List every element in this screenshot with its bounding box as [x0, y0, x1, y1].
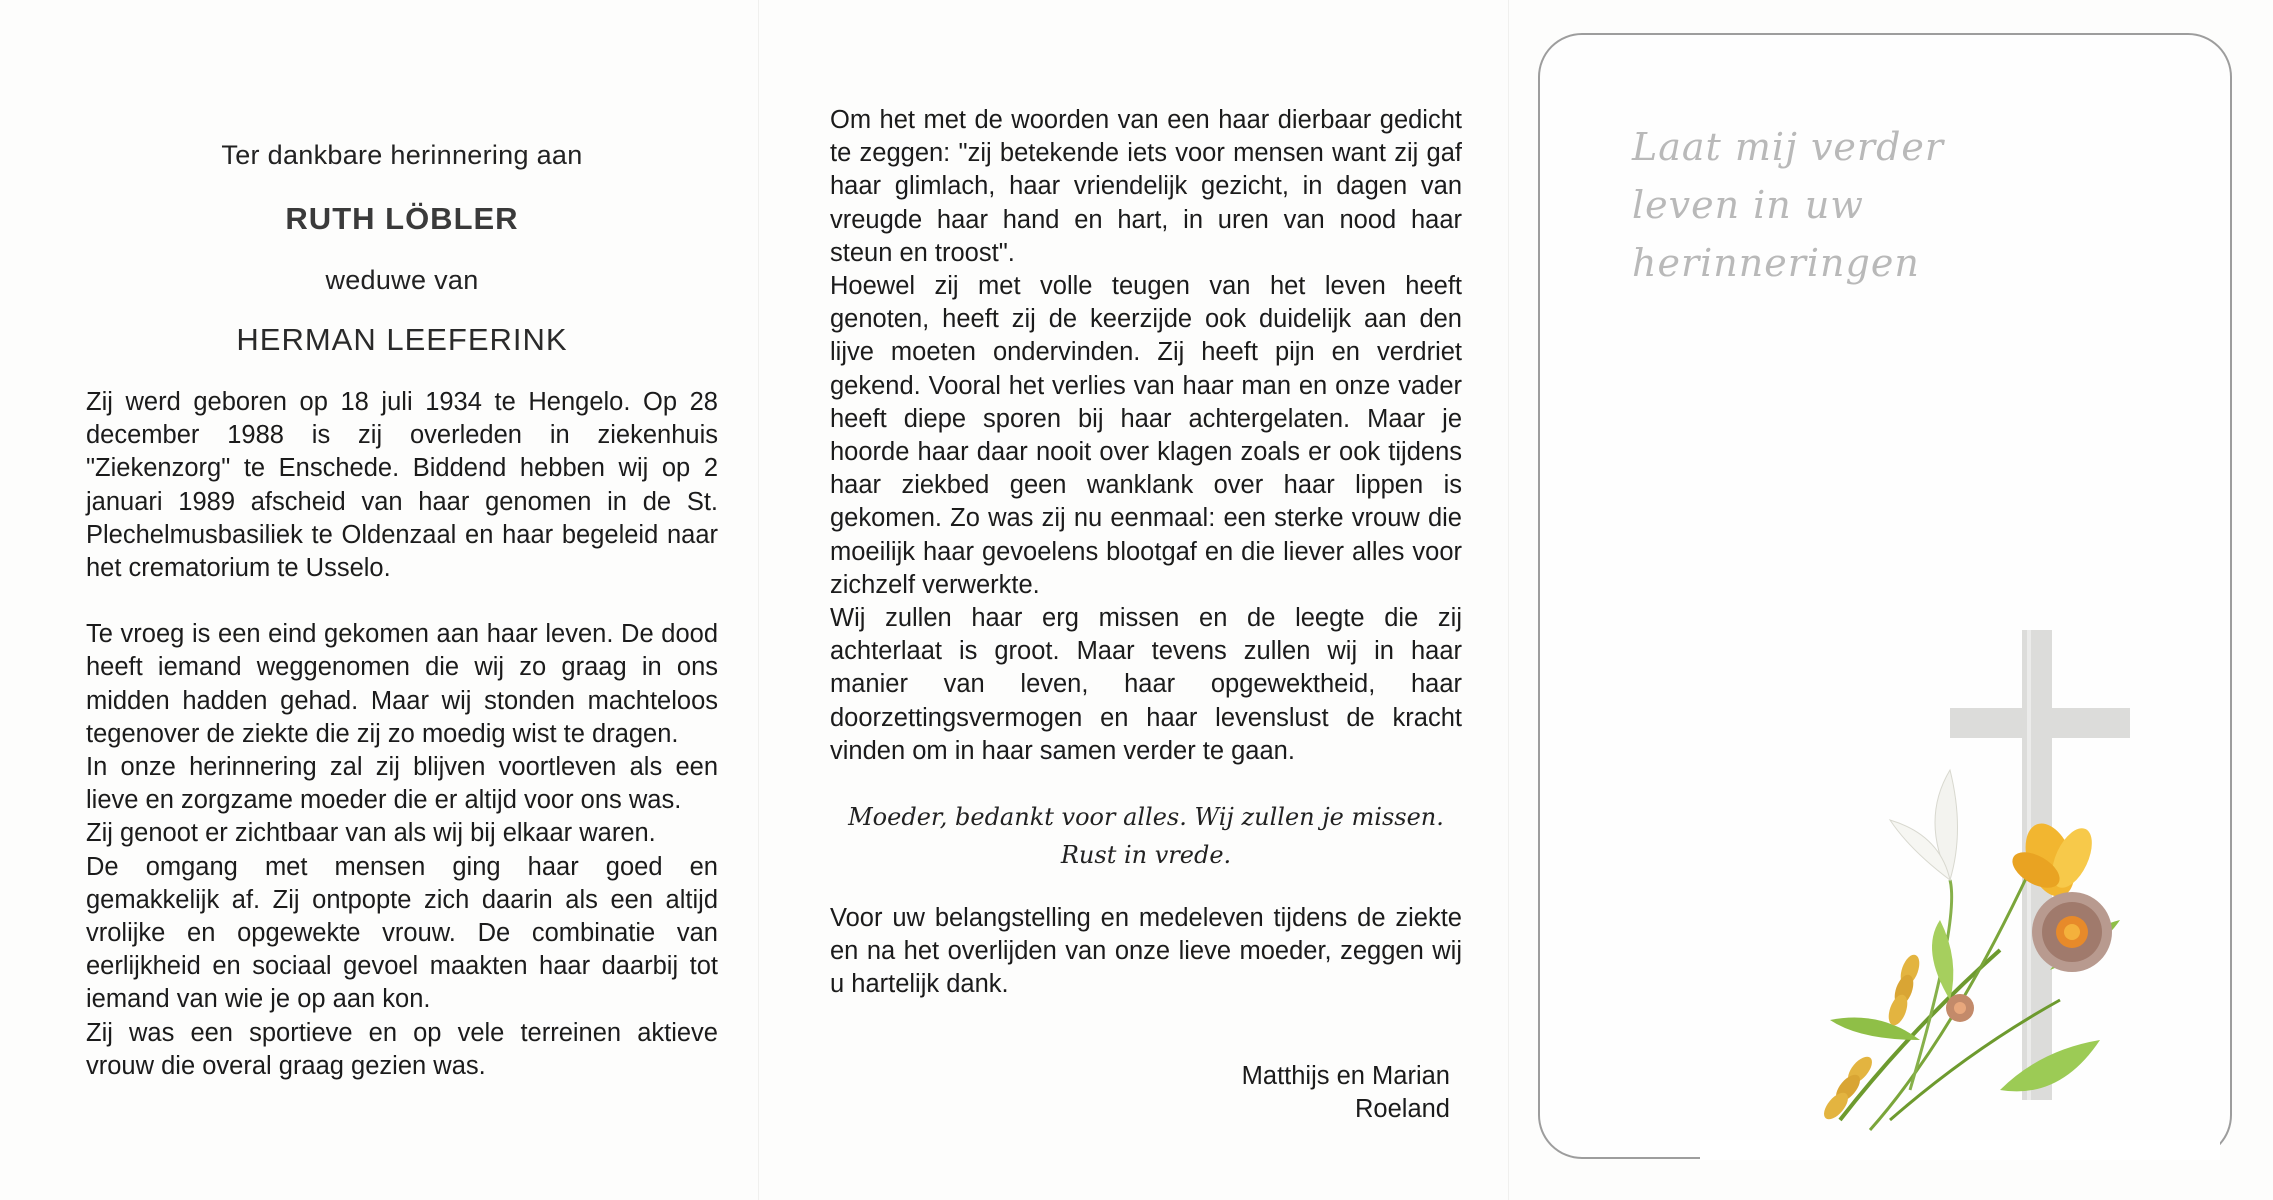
- intro-text: Ter dankbare herinnering aan: [221, 140, 583, 170]
- text-paragraph: In onze herinnering zal zij blijven voortleven als een lieve en zorgzame moeder die er altijd voor ons was.: [86, 753, 718, 815]
- motto: [1632, 118, 1944, 292]
- motto-line: leven in uw: [1632, 183, 1864, 227]
- left-panel: [86, 140, 718, 1083]
- text-paragraph: Zij was een sportieve en op vele terreinen aktieve vrouw die overal graag gezien was.: [86, 1018, 718, 1080]
- flower-bouquet-icon: [1820, 770, 2120, 1130]
- signature-line: Roeland: [1355, 1094, 1450, 1123]
- card-decoration: [1800, 620, 2220, 1160]
- farewell-quote: [830, 798, 1462, 874]
- deceased-name: RUTH LÖBLER: [285, 201, 519, 236]
- middle-panel: [830, 104, 1462, 1126]
- fold-line-right: [1508, 0, 1509, 1200]
- text-paragraph: Hoewel zij met volle teugen van het leven heeft genoten, heeft zij de keerzijde ook duidelijk aan den lijve moeten ondervinden. Zij heeft pijn en verdriet gekend. Vooral het verlies van haar man en onze vader heeft diepe sporen bij haar achtergelaten. Maar je hoorde haar daar nooit over klagen zoals er ook tijdens haar ziekbed geen wanklank over haar lippen is gekomen. Zo was zij nu eenmaal: een sterke vrouw die moeilijk haar gevoelens blootgaf en die liever alles voor zichzelf verwerkte.: [830, 272, 1462, 599]
- text-paragraph: Zij genoot er zichtbaar van als wij bij elkaar waren.: [86, 819, 656, 848]
- biography-paragraph: Zij werd geboren op 18 juli 1934 te Hengelo. Op 28 december 1988 is zij overleden in ziekenhuis "Ziekenzorg" te Enschede. Biddend hebben wij op 2 januari 1989 afscheid van haar genomen in de St. Plechelmusbasiliek te Oldenzaal en haar begeleid naar het crematorium te Usselo.: [86, 388, 718, 583]
- text-paragraph: Om het met de woorden van een haar dierbaar gedicht te zeggen: "zij betekende iets voor mensen want zij gaf haar glimlach, haar vriendelijk gezicht, in dagen van vreugde haar hand en hart, in uren van nood haar steun en troost".: [830, 106, 1462, 267]
- signature: [830, 1060, 1462, 1126]
- husband-name: HERMAN LEEFERINK: [236, 322, 568, 357]
- fold-line-left: [758, 0, 759, 1200]
- widow-of-text: weduwe van: [325, 265, 479, 295]
- quote-line: Moeder, bedankt voor alles. Wij zullen je missen.: [848, 803, 1444, 832]
- quote-line: Rust in vrede.: [1060, 841, 1232, 870]
- motto-line: Laat mij verder: [1632, 125, 1945, 169]
- thanks-paragraph: Voor uw belangstelling en medeleven tijdens de ziekte en na het overlijden van onze lieve moeder, zeggen wij u hartelijk dank.: [830, 904, 1462, 999]
- daisy-flower: [2032, 892, 2112, 972]
- signature-line: Matthijs en Marian: [1241, 1061, 1450, 1090]
- text-paragraph: De omgang met mensen ging haar goed en gemakkelijk af. Zij ontpopte zich daarin als een altijd vrolijke en opgewekte vrouw. De combinatie van eerlijkheid en sociaal gevoel maakten haar daarbij tot iemand van wie je op aan kon.: [86, 852, 718, 1014]
- text-paragraph: Te vroeg is een eind gekomen aan haar leven. De dood heeft iemand weggenomen die wij zo graag in ons midden hadden gehad. Maar wij stonden machteloos tegenover de ziekte die zij zo moedig wist te dragen.: [86, 620, 718, 748]
- motto-line: herinneringen: [1632, 241, 1920, 285]
- text-paragraph: Wij zullen haar erg missen en de leegte die zij achterlaat is groot. Maar tevens zullen wij in haar manier van leven, haar opgewektheid, haar doorzettingsvermogen en haar levenslust de kracht vinden om in haar samen verder te gaan.: [830, 604, 1462, 765]
